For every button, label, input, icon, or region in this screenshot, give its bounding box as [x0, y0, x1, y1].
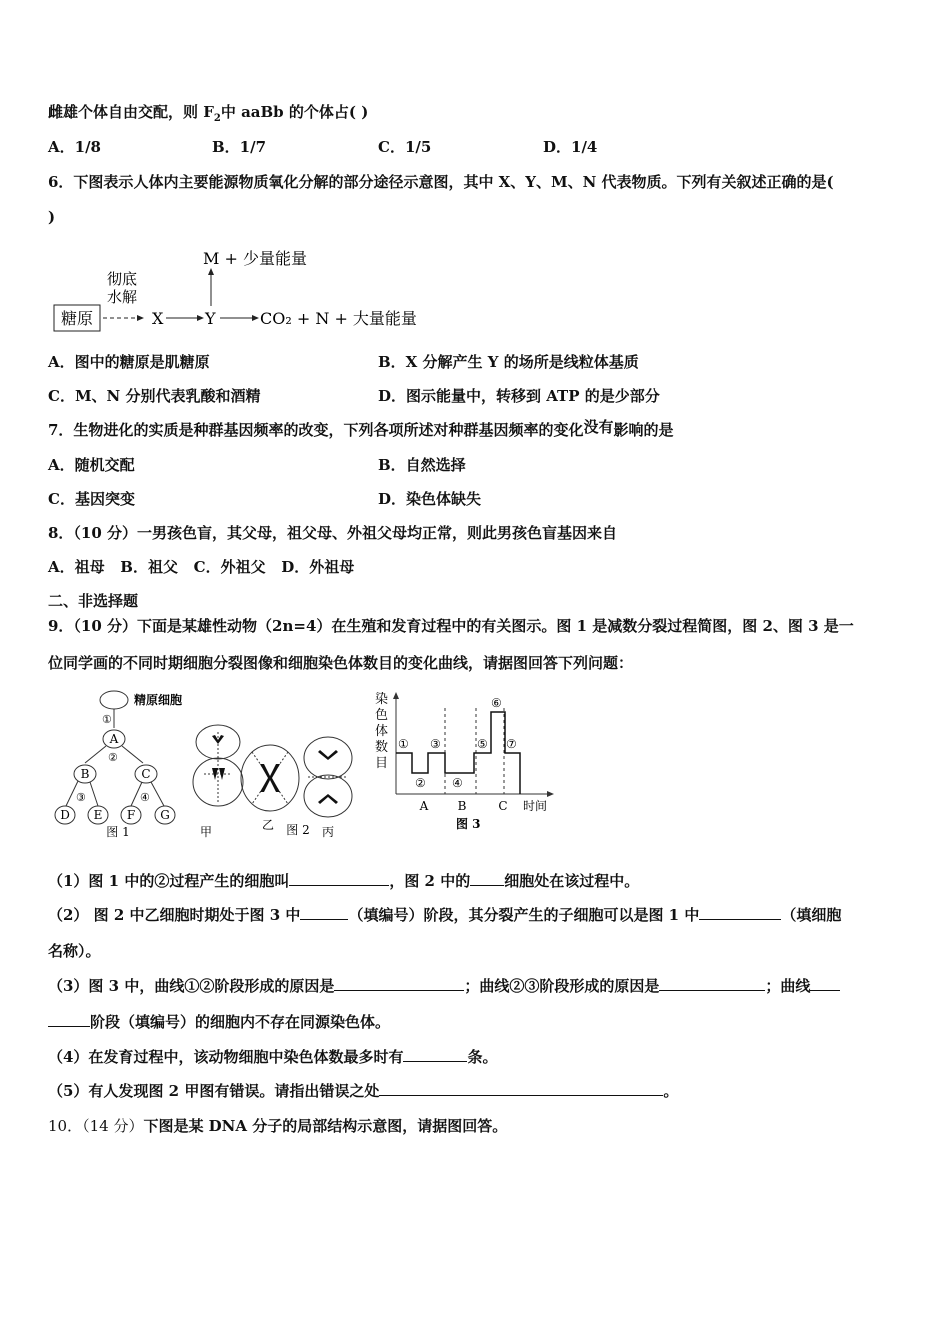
blank-1-2[interactable] — [470, 871, 504, 886]
q9-stem-line2: 位同学画的不同时期细胞分裂图像和细胞染色体数目的变化曲线，请据图回答下列问题： — [48, 654, 634, 672]
q9-sub2: （2） 图 2 中乙细胞时期处于图 3 中 （填编号）阶段，其分裂产生的子细胞可以是图 1 中 （填细胞 — [48, 906, 842, 924]
q7-option-c[interactable]: C．基因突变 — [48, 490, 135, 508]
q7-option-a[interactable]: A．随机交配 — [48, 456, 135, 474]
fig3-xtick-c: C — [498, 799, 508, 813]
fig2-cell-bing: 丙 — [321, 825, 335, 839]
fig1-step-1: ① — [102, 713, 112, 726]
blank-3-1[interactable] — [334, 976, 464, 991]
fig1-node-e: E — [93, 808, 103, 822]
fig1-node-a: A — [109, 732, 119, 746]
fig2-cell-jia: 甲 — [199, 825, 213, 839]
fig1-node-d: D — [60, 808, 70, 822]
section-heading: 二、非选择题 — [48, 592, 139, 610]
q5-stem: 雌雄个体自由交配，则 $F_2$中 aaBb 的个体占( ) — [48, 103, 369, 124]
blank-1-1[interactable] — [289, 871, 389, 886]
fig3-stage-6: ⑥ — [491, 696, 502, 710]
fig1-step-3: ③ — [76, 791, 86, 804]
glycogen-label: 糖原 — [60, 309, 94, 328]
fig1-caption: 图 1 — [106, 825, 130, 838]
blank-3-3-cont[interactable] — [48, 1012, 90, 1027]
blank-3-3[interactable] — [810, 976, 840, 991]
q6-option-a[interactable]: A．图中的糖原是肌糖原 — [48, 353, 210, 371]
q5-option-b[interactable]: B．1/7 — [212, 138, 267, 156]
blank-5-1[interactable] — [379, 1081, 663, 1096]
fig3-xlabel: 时间 — [523, 799, 548, 813]
q9-sub3-cont: 阶段（填编号）的细胞内不存在同源染色体。 — [48, 1012, 390, 1032]
fig2-cell-yi: 乙 — [261, 818, 275, 832]
step-label-line1: 彻底 — [106, 270, 138, 288]
q9-sub3: （3）图 3 中，曲线①②阶段形成的原因是 ；曲线②③阶段形成的原因是 ；曲线 — [48, 976, 840, 996]
q7-emphasis: 没有 — [583, 418, 614, 436]
blank-2-1[interactable] — [300, 905, 348, 920]
co2-energy-label: CO₂ + N + 大量能量 — [260, 309, 417, 328]
q8-options[interactable]: A．祖母 B．祖父 C．外祖父 D．外祖母 — [48, 558, 355, 576]
q9-sub1: （1）图 1 中的②过程产生的细胞叫 ，图 2 中的 细胞处在该过程中。 — [48, 872, 640, 890]
figure-1-meiosis-tree — [48, 688, 198, 838]
fig3-xtick-b: B — [457, 799, 467, 813]
q7-option-d[interactable]: D．染色体缺失 — [378, 490, 482, 508]
blank-2-2[interactable] — [699, 905, 781, 920]
figure-3-chromosome-curve — [370, 688, 560, 836]
q7-stem: 7．生物进化的实质是种群基因频率的改变，下列各项所述对种群基因频率的变化没有影响的是 — [48, 418, 674, 439]
fig3-ylabel-0: 染 — [375, 692, 389, 707]
fig3-xtick-a: A — [419, 799, 429, 813]
q6-option-c[interactable]: C．M、N 分别代表乳酸和酒精 — [48, 387, 261, 405]
fig1-step-2: ② — [108, 751, 118, 764]
q9-stem-line1: 9．（10 分）下面是某雄性动物（2n=4）在生殖和发育过程中的有关图示。图 1 是减数分裂过程简图，图 2、图 3 是一 — [48, 617, 854, 635]
fig3-ylabel-2: 体 — [375, 724, 389, 739]
fig3-stage-7: ⑦ — [506, 737, 517, 751]
fig2-caption: 图 2 — [286, 823, 310, 837]
fig3-stage-1: ① — [398, 737, 409, 751]
q5-option-d[interactable]: D．1/4 — [543, 138, 598, 156]
blank-3-2[interactable] — [659, 976, 765, 991]
fig3-stage-5: ⑤ — [477, 737, 488, 751]
fig1-node-c: C — [141, 767, 151, 781]
q7-option-b[interactable]: B．自然选择 — [378, 456, 466, 474]
fig3-stage-4: ④ — [452, 776, 463, 790]
fig1-title: 精原细胞 — [134, 693, 183, 707]
blank-4-1[interactable] — [403, 1047, 467, 1062]
fig3-ylabel-3: 数 — [375, 740, 389, 755]
q6-stem-line1: 6．下图表示人体内主要能源物质氧化分解的部分途径示意图，其中 X、Y、M、N 代表物质。下列有关叙述正确的是( — [48, 173, 834, 191]
fig1-node-g: G — [160, 808, 170, 822]
fig3-ylabel-4: 目 — [375, 756, 389, 771]
x-label: X — [152, 309, 164, 328]
q6-metabolism-diagram — [48, 240, 468, 340]
fig3-stage-3: ③ — [430, 737, 441, 751]
fig3-stage-2: ② — [415, 776, 426, 790]
fig1-node-f: F — [126, 808, 136, 822]
step-label-line2: 水解 — [106, 288, 138, 306]
figure-2-cell-division — [182, 722, 360, 840]
q5-option-a[interactable]: A．1/8 — [48, 138, 101, 156]
fig1-node-b: B — [80, 767, 90, 781]
m-energy-label: M + 少量能量 — [203, 249, 307, 268]
q5-option-c[interactable]: C．1/5 — [378, 138, 432, 156]
y-label: Y — [205, 309, 216, 328]
q8-stem: 8．（10 分）一男孩色盲，其父母，祖父母、外祖父母均正常，则此男孩色盲基因来自 — [48, 524, 618, 542]
fig3-ylabel-1: 色 — [375, 708, 389, 723]
fig1-step-4: ④ — [140, 791, 150, 804]
q9-sub2-cont: 名称）。 — [48, 942, 101, 960]
q6-stem-line2: ) — [48, 208, 56, 226]
q9-sub4: （4）在发育过程中，该动物细胞中染色体数最多时有 条。 — [48, 1048, 498, 1066]
q9-sub5: （5）有人发现图 2 甲图有错误。请指出错误之处 。 — [48, 1082, 679, 1100]
fig3-caption: 图 3 — [456, 817, 481, 831]
q10-stem: 10．（14 分）下图是某 DNA 分子的局部结构示意图，请据图回答。 — [48, 1117, 508, 1135]
q6-option-d[interactable]: D．图示能量中，转移到 ATP 的是少部分 — [378, 387, 660, 405]
q6-option-b[interactable]: B．X 分解产生 Y 的场所是线粒体基质 — [378, 353, 639, 371]
